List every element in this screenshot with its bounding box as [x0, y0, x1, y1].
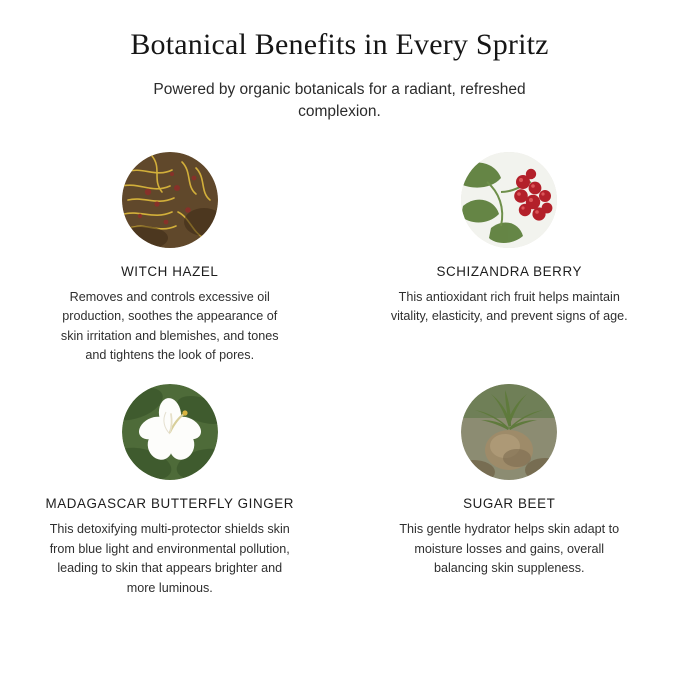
ingredient-description: This antioxidant rich fruit helps maintain vitality, elasticity, and prevent signs of age. [390, 289, 628, 324]
ingredient-card-witch-hazel [0, 152, 340, 366]
schizandra-berry-photo [461, 152, 557, 248]
butterfly-ginger-flower-photo [122, 384, 218, 480]
ingredient-name: WITCH HAZEL [121, 263, 219, 279]
ingredient-grid [0, 152, 679, 598]
ingredient-name: MADAGASCAR BUTTERFLY GINGER [45, 496, 295, 511]
sugar-beet-photo [461, 384, 557, 480]
page-title: Botanical Benefits in Every Spritz [130, 28, 549, 61]
ingredient-description: This detoxifying multi-protector shields skin from blue light and environmental pollution, leading to skin that appears brighter and more luminous. [49, 522, 290, 595]
ingredient-description: This gentle hydrator helps skin adapt to moisture losses and gains, overall balancing skin suppleness. [399, 522, 620, 576]
ingredient-card-madagascar-butterfly-ginger [0, 384, 340, 598]
witch-hazel-photo [122, 152, 218, 248]
page-subtitle: Powered by organic botanicals for a radiant, refreshed complexion. [153, 81, 526, 121]
ingredient-name: SUGAR BEET [463, 496, 556, 511]
ingredient-card-schizandra-berry [340, 152, 679, 366]
ingredient-description: Removes and controls excessive oil production, soothes the appearance of skin irritation and blemishes, and tones and tightens the look of pores. [60, 289, 279, 363]
ingredient-card-sugar-beet [340, 384, 679, 598]
ingredient-name: SCHIZANDRA BERRY [436, 263, 583, 279]
